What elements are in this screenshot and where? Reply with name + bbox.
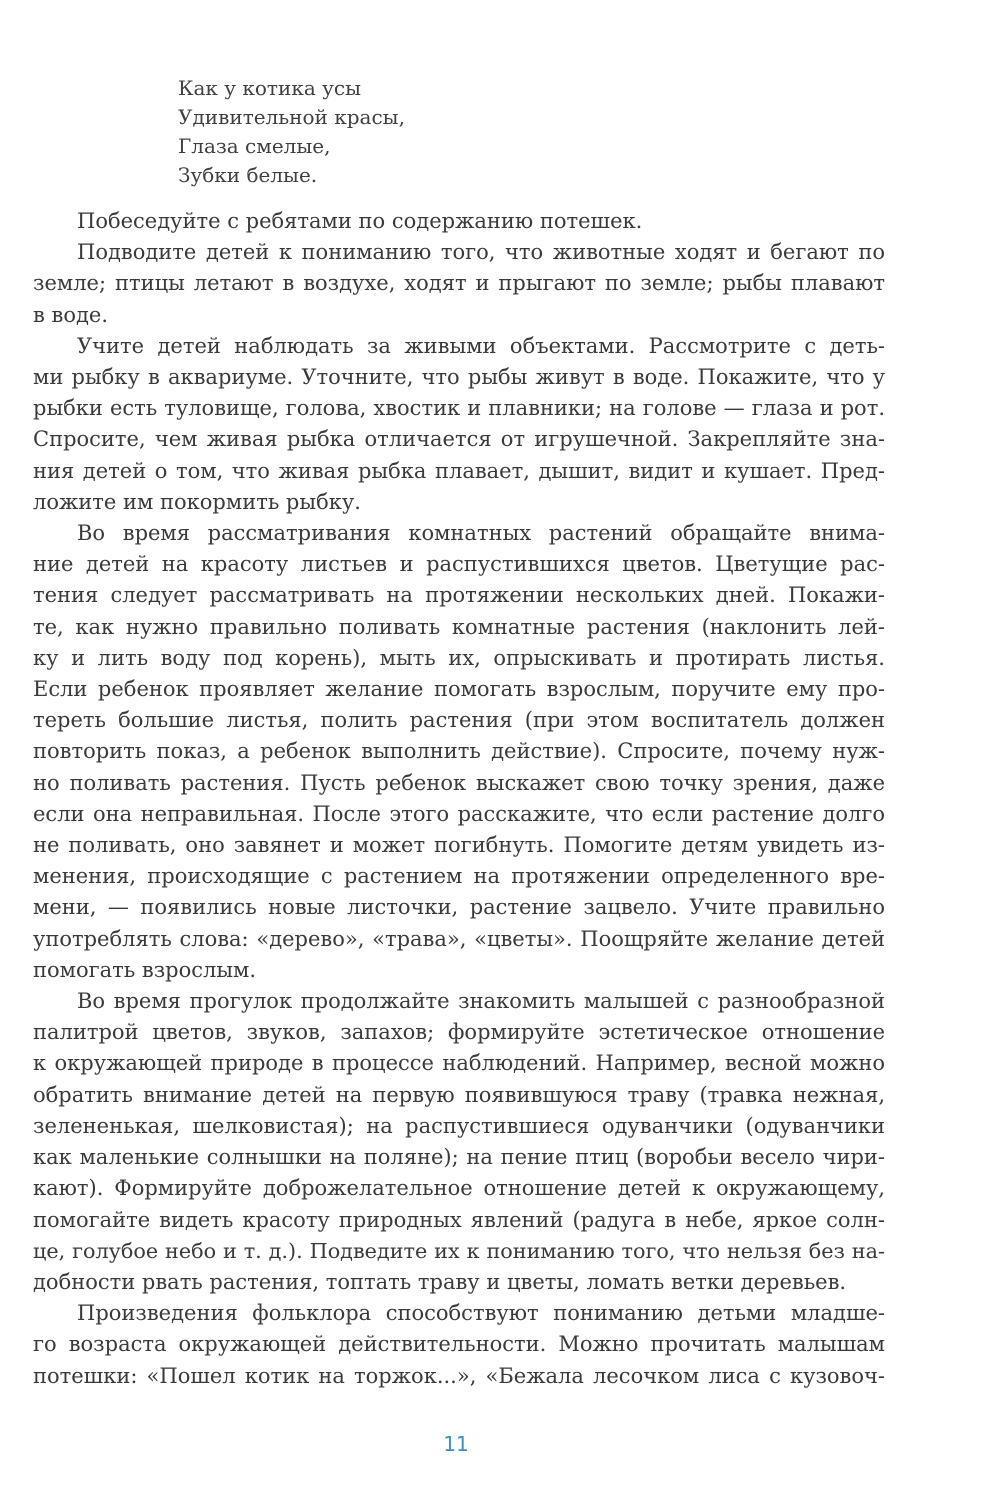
- poem-verse: [178, 74, 405, 190]
- paragraph-line: тереть большие листья, полить растения (при этом воспитатель должен: [33, 708, 885, 733]
- body-text: [33, 206, 885, 1392]
- paragraph-line: помогайте видеть красоту природных явлений (радуга в небе, яркое солн-: [33, 1207, 885, 1232]
- paragraph-line: Произведения фольклора способствуют пониманию детьми младше-: [77, 1301, 885, 1326]
- paragraph-line: употреблять слова: «дерево», «трава», «цветы». Поощряйте желание детей: [33, 926, 885, 951]
- paragraph-line: Побеседуйте с ребятами по содержанию потешек.: [77, 209, 643, 233]
- paragraph: [33, 237, 885, 331]
- paragraph-line: добности рвать растения, топтать траву и цветы, ломать ветки деревьев.: [33, 1269, 847, 1294]
- paragraph: [33, 1298, 885, 1392]
- paragraph-line: Во время рассматривания комнатных растений обращайте внима-: [77, 521, 885, 546]
- paragraph-line: те, как нужно правильно поливать комнатные растения (наклонить лей-: [33, 614, 885, 639]
- paragraph-line: потешки: «Пошел котик на торжок...», «Бежала лесочком лиса с кузовоч-: [33, 1363, 885, 1388]
- paragraph-line: Если ребенок проявляет желание помогать взрослым, поручите ему про-: [33, 677, 885, 702]
- paragraph-line: мени, — появились новые листочки, растение зацвело. Учите правильно: [33, 895, 885, 920]
- paragraph-line: повторить показ, а ребенок выполнить действие). Спросите, почему нуж-: [33, 739, 885, 764]
- paragraph: [33, 206, 885, 237]
- paragraph-line: помогать взрослым.: [33, 957, 257, 982]
- paragraph-line: Спросите, чем живая рыбка отличается от игрушечной. Закрепляйте зна-: [33, 427, 885, 452]
- paragraph-line: но поливать растения. Пусть ребенок выскажет свою точку зрения, даже: [33, 770, 885, 795]
- paragraph-line: Подводите детей к пониманию того, что животные ходят и бегают по: [77, 240, 885, 265]
- poem-line: Удивительной красы,: [178, 105, 405, 129]
- paragraph-line: земле; птицы летают в воздухе, ходят и прыгают по земле; рыбы плавают: [33, 271, 885, 296]
- poem-line: Зубки белые.: [178, 163, 318, 187]
- poem-line: Глаза смелые,: [178, 134, 331, 158]
- paragraph: [33, 518, 885, 986]
- page-number: 11: [443, 1432, 469, 1456]
- paragraph-line: ложите им покормить рыбку.: [33, 489, 361, 514]
- paragraph-line: обратить внимание детей на первую появившуюся траву (травка нежная,: [33, 1082, 885, 1107]
- paragraph-line: Во время прогулок продолжайте знакомить малышей с разнообразной: [77, 989, 885, 1014]
- paragraph-line: к окружающей природе в процессе наблюдений. Например, весной можно: [33, 1051, 885, 1076]
- paragraph-line: рыбки есть туловище, голова, хвостик и плавники; на голове — глаза и рот.: [33, 396, 885, 421]
- paragraph-line: как маленькие солнышки на поляне); на пение птиц (воробьи весело чири-: [33, 1145, 885, 1170]
- paragraph-line: го возраста окружающей действительности. Можно прочитать малышам: [33, 1332, 885, 1357]
- paragraph-line: зелененькая, шелковистая); на распустившиеся одуванчики (одуванчики: [33, 1113, 885, 1138]
- paragraph-line: ния детей о том, что живая рыбка плавает, дышит, видит и кушает. Пред-: [33, 458, 885, 483]
- paragraph-line: палитрой цветов, звуков, запахов; формируйте эстетическое отношение: [33, 1020, 885, 1045]
- paragraph-line: не поливать, оно завянет и может погибнуть. Помогите детям увидеть из-: [33, 833, 885, 858]
- paragraph-line: менения, происходящие с растением на протяжении определенного вре-: [33, 864, 885, 889]
- paragraph-line: це, голубое небо и т. д.). Подведите их к пониманию того, что нельзя без на-: [33, 1238, 885, 1263]
- paragraph-line: если она неправильная. После этого расскажите, что если растение долго: [33, 801, 885, 826]
- paragraph-line: в воде.: [33, 302, 108, 327]
- paragraph-line: ние детей на красоту листьев и распустившихся цветов. Цветущие рас-: [33, 552, 885, 577]
- paragraph-line: кают). Формируйте доброжелательное отношение детей к окружающему,: [33, 1176, 885, 1201]
- poem-line: Как у котика усы: [178, 76, 361, 100]
- paragraph: [33, 331, 885, 518]
- paragraph-line: ку и лить воду под корень), мыть их, опрыскивать и протирать листья.: [33, 645, 885, 670]
- paragraph-line: тения следует рассматривать на протяжении нескольких дней. Покажи-: [33, 583, 885, 608]
- paragraph: [33, 986, 885, 1298]
- paragraph-line: Учите детей наблюдать за живыми объектами. Рассмотрите с деть-: [77, 333, 885, 358]
- paragraph-line: ми рыбку в аквариуме. Уточните, что рыбы живут в воде. Покажите, что у: [33, 365, 885, 390]
